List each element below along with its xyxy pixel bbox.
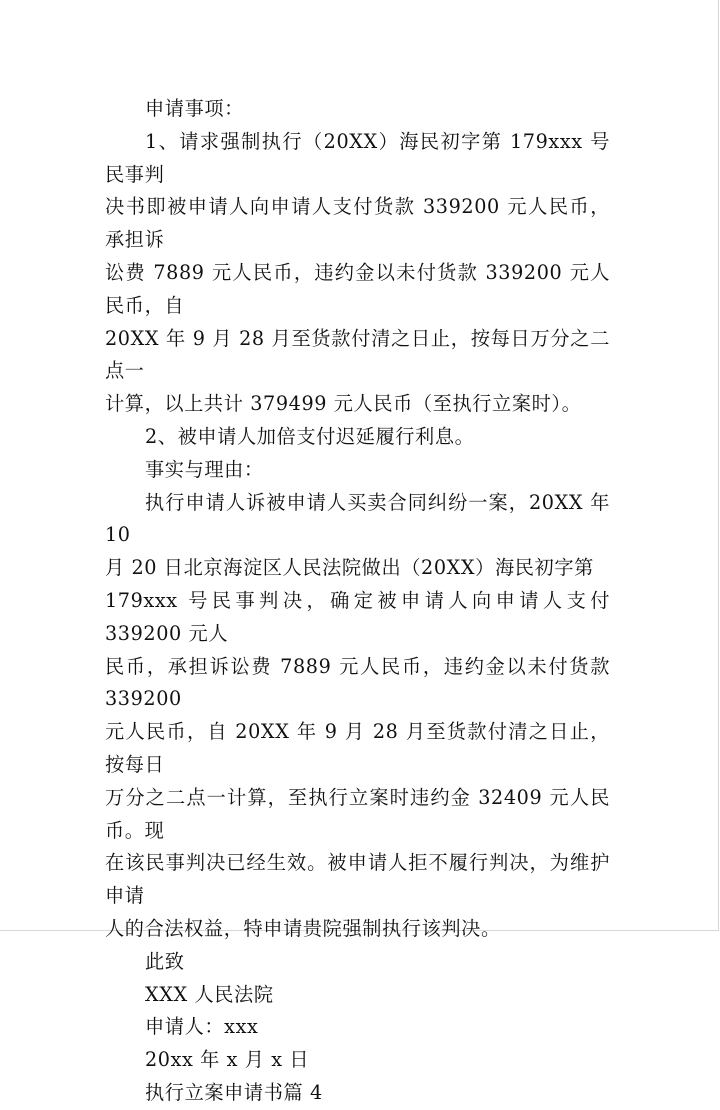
- applicant-line: 申请人：xxx: [145, 1015, 259, 1039]
- item1-line-2: 决书即被申请人向申请人支付货款 339200 元人民币，承担诉: [105, 195, 610, 252]
- facts-line-5: 元人民币，自 20XX 年 9 月 28 月至货款付清之日止，按每日: [105, 720, 610, 776]
- paragraph-facts: [105, 487, 610, 946]
- facts-line-2: 月 20 日北京海淀区人民法院做出（20XX）海民初字第: [105, 556, 594, 580]
- date-line: 20xx 年 x 月 x 日: [145, 1048, 310, 1072]
- item1-line-5: 计算，以上共计 379499 元人民币（至执行立案时）。: [105, 392, 582, 416]
- facts-line-6: 万分之二点一计算，至执行立案时违约金 32409 元人民币。现: [105, 785, 610, 842]
- court-name: XXX 人民法院: [145, 982, 274, 1006]
- heading-facts-reasons: 事实与理由：: [145, 457, 264, 481]
- paragraph-item-1: [105, 126, 610, 421]
- facts-line-4: 民币，承担诉讼费 7889 元人民币，违约金以未付货款 339200: [105, 654, 610, 711]
- paragraph-item-2: 2、被申请人加倍支付迟延履行利息。: [145, 424, 475, 448]
- closing-salutation: 此致: [145, 949, 185, 973]
- facts-line-8: 人的合法权益，特申请贵院强制执行该判决。: [105, 916, 501, 940]
- item1-line-1: 1、请求强制执行（20XX）海民初字第 179xxx 号民事判: [105, 129, 610, 186]
- document-body: [105, 93, 610, 1110]
- heading-application-items: 申请事项：: [145, 97, 244, 120]
- item1-line-3: 讼费 7889 元人民币，违约金以未付货款 339200 元人民币，自: [105, 260, 610, 317]
- facts-line-7: 在该民事判决已经生效。被申请人拒不履行判决，为维护申请: [105, 851, 610, 908]
- item1-line-4: 20XX 年 9 月 28 月至货款付清之日止，按每日万分之二点一: [105, 326, 610, 383]
- facts-line-3: 179xxx 号民事判决，确定被申请人向申请人支付 339200 元人: [105, 588, 610, 645]
- next-section-title: 执行立案申请书篇 4: [145, 1080, 323, 1104]
- facts-line-1: 执行申请人诉被申请人买卖合同纠纷一案，20XX 年 10: [105, 490, 610, 547]
